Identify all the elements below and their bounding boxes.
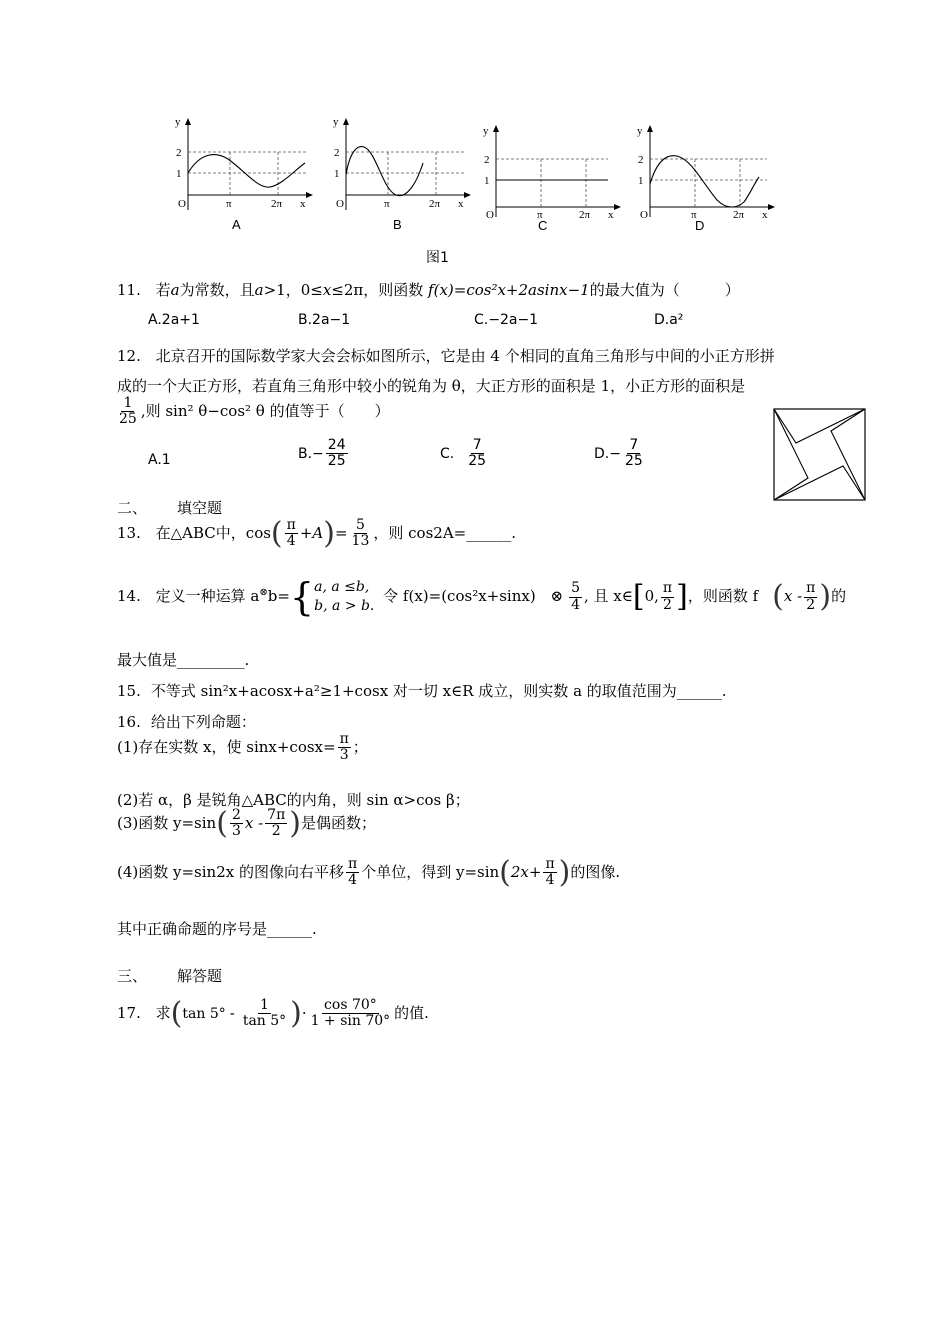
y-tick-1: 1 [334,168,340,180]
graph-c [478,122,623,222]
question-12-line3: $\frac{1}{25}$ ,则 sin² θ−cos² θ 的值等于（ ） [119,395,390,428]
question-17: 17. 求(tan 5° - $\frac{1}{\tan 5^\circ}$ )· $\frac{\cos 70^\circ}{1 + \sin 70^\circ}$ 的值. [117,995,429,1031]
y-axis-label: y [333,116,339,128]
y-axis-label: y [637,125,643,137]
q11-function: f(x)=cos²x+2asinx−1 [428,281,590,299]
origin-label: O [336,198,344,210]
question-16-conclusion: 其中正确命题的序号是______. [117,920,317,938]
y-tick-2: 2 [176,147,182,159]
proposition-2: (2)若 α，β 是锐角△ABC的内角，则 sin α>cos β； [117,791,470,809]
graph-a-label: A [232,217,241,232]
x-axis-label: x [300,198,306,210]
y-axis-label: y [175,116,181,128]
question-11: 11. 若a为常数，且a>1，0≤x≤2π，则函数 f(x)=cos²x+2asinx−1的最大值为（ ） [117,281,740,299]
x-tick-2pi: 2π [733,209,745,221]
origin-label: O [178,198,186,210]
section-2-heading: 二、 填空题 [117,499,223,517]
proposition-1: (1)存在实数 x，使 sinx+cosx= $\frac{\pi}{3}$ ； [117,731,368,764]
origin-label: O [486,209,494,221]
y-tick-1: 1 [484,175,490,187]
question-15: 15. 不等式 sin²x+acosx+a²≥1+cosx 对一切 x∈R 成立，则实数 a 的取值范围为______. [117,682,727,700]
question-16-intro: 16. 给出下列命题： [117,713,256,731]
q12-option-c: C. $\frac{7}{25}$ [440,437,487,470]
q11-option-d: D.a² [654,312,684,328]
q12-option-a: A.1 [148,452,171,468]
graph-d [632,122,777,222]
question-14-line2: 最大值是_________. [117,651,250,669]
question-14: 14. 定义一种运算 a⊗b={ a, a ≤b, b, a > b. 令 f(x)=(cos²x+sinx) ⊗ $\frac{5}{4}$ , 且 x∈[0, $\frac{\pi}{2}$ ]，则函数 f (x - $\frac{\pi}{2}$ )的 [117,575,847,619]
x-tick-2pi: 2π [579,209,591,221]
y-tick-2: 2 [334,147,340,159]
x-tick-2pi: 2π [271,198,283,210]
q12-option-b: B.− $\frac{24}{25}$ [298,437,346,470]
q11-number: 11. [117,281,141,299]
graph-b-label: B [393,217,402,232]
x-axis-label: x [762,209,768,221]
section-3-heading: 三、 解答题 [117,967,223,985]
y-tick-2: 2 [484,154,490,166]
proposition-3: (3)函数 y=sin( $\frac{2}{3}$ x - $\frac{7\pi}{2}$ )是偶函数； [117,805,376,841]
x-tick-pi: π [691,209,697,221]
proposition-4: (4)函数 y=sin2x 的图像向右平移 $\frac{\pi}{4}$ 个单位，得到 y=sin(2x+ $\frac{\pi}{4}$ )的图像. [117,854,621,890]
q11-option-a: A.2a+1 [148,312,200,328]
x-axis-label: x [608,209,614,221]
graph-a [170,115,315,215]
y-tick-2: 2 [638,154,644,166]
q11-option-b: B.2a−1 [298,312,351,328]
origin-label: O [640,209,648,221]
y-tick-1: 1 [638,175,644,187]
x-tick-pi: π [384,198,390,210]
question-12-line2: 成的一个大正方形，若直角三角形中较小的锐角为 θ，大正方形的面积是 1，小正方形的面积是 [117,377,746,395]
figure-caption: 图1 [426,250,449,266]
graph-b [328,115,473,215]
question-13: 13. 在△ABC中，cos( $\frac{\pi}{4}$ +A)= $\frac{5}{13}$ ，则 cos2A=______. [117,515,516,551]
y-axis-label: y [483,125,489,137]
x-axis-label: x [458,198,464,210]
q11-option-c: C.−2a−1 [474,312,539,328]
x-tick-pi: π [226,198,232,210]
square-diagram [773,408,867,502]
q12-option-d: D.− $\frac{7}{25}$ [594,437,643,470]
graph-d-label: D [695,218,705,233]
x-tick-2pi: 2π [429,198,441,210]
x-tick-pi: π [537,209,543,221]
graph-c-label: C [538,218,548,233]
y-tick-1: 1 [176,168,182,180]
question-12-line1: 12. 北京召开的国际数学家大会会标如图所示，它是由 4 个相同的直角三角形与中间的小正方形拼 [117,347,775,365]
